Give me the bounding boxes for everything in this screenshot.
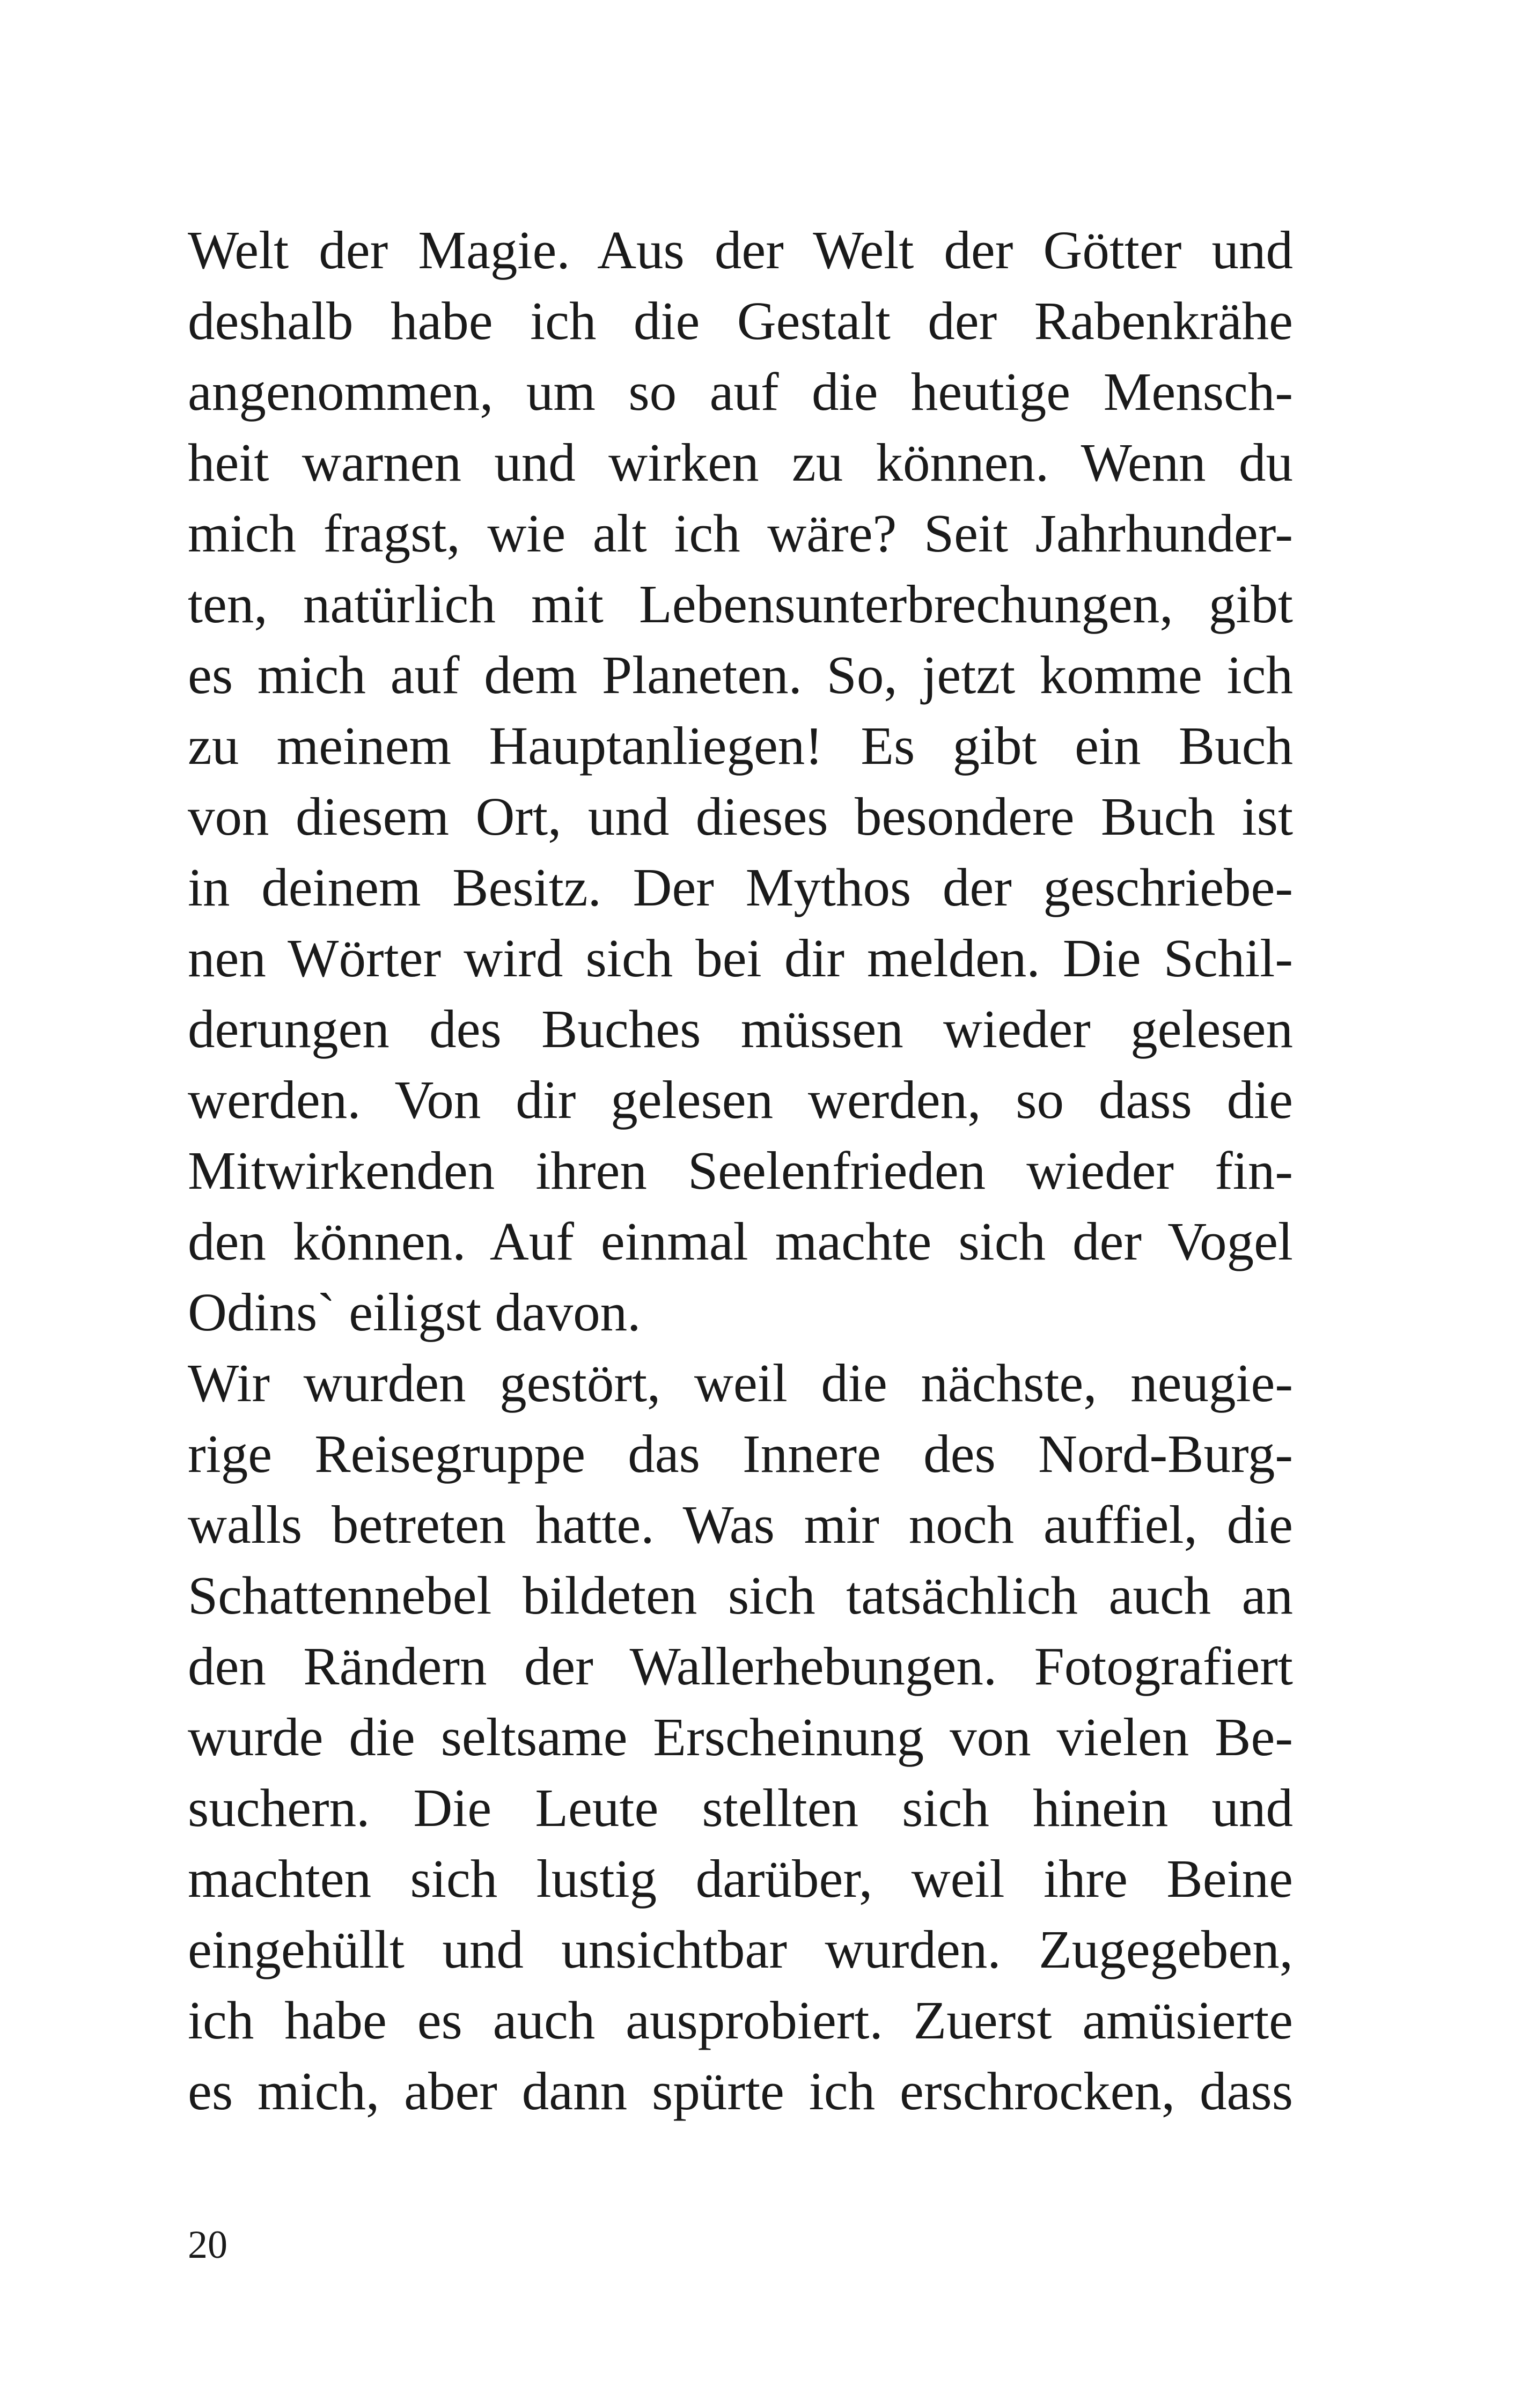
text-line: ich habe es auch ausprobiert. Zuerst amüsierte bbox=[188, 1990, 1293, 2050]
text-line: es mich, aber dann spürte ich erschrocken, dass bbox=[188, 2061, 1293, 2121]
text-line: angenommen, um so auf die heutige Mensch- bbox=[188, 362, 1293, 422]
text-line: nen Wörter wird sich bei dir melden. Die Schil- bbox=[188, 928, 1293, 988]
text-line: suchern. Die Leute stellten sich hinein und bbox=[188, 1778, 1293, 1838]
text-line: werden. Von dir gelesen werden, so dass die bbox=[188, 1070, 1293, 1130]
text-line: heit warnen und wirken zu können. Wenn du bbox=[188, 432, 1293, 492]
page-number: 20 bbox=[188, 2223, 227, 2267]
text-line: rige Reisegruppe das Innere des Nord-Burg- bbox=[188, 1424, 1293, 1484]
text-line: deshalb habe ich die Gestalt der Rabenkrähe bbox=[188, 291, 1293, 351]
text-line: ten, natürlich mit Lebensunterbrechungen, gibt bbox=[188, 574, 1293, 634]
text-line: den können. Auf einmal machte sich der Vogel bbox=[188, 1211, 1293, 1271]
text-line: den Rändern der Wallerhebungen. Fotografiert bbox=[188, 1636, 1293, 1696]
text-line: Schattennebel bildeten sich tatsächlich auch an bbox=[188, 1565, 1293, 1625]
text-line: in deinem Besitz. Der Mythos der geschriebe- bbox=[188, 857, 1293, 917]
text-line: Welt der Magie. Aus der Welt der Götter und bbox=[188, 220, 1293, 280]
text-line: wurde die seltsame Erscheinung von vielen Be- bbox=[188, 1707, 1293, 1767]
text-line: derungen des Buches müssen wieder gelesen bbox=[188, 999, 1293, 1059]
text-line: mich fragst, wie alt ich wäre? Seit Jahrhunder- bbox=[188, 503, 1293, 563]
text-line: eingehüllt und unsichtbar wurden. Zugegeben, bbox=[188, 1919, 1293, 1979]
text-line: von diesem Ort, und dieses besondere Buch ist bbox=[188, 786, 1293, 846]
text-line: Wir wurden gestört, weil die nächste, neugie- bbox=[188, 1353, 1293, 1413]
body-text bbox=[188, 215, 1293, 2126]
text-line: es mich auf dem Planeten. So, jetzt komme ich bbox=[188, 645, 1293, 705]
text-line: walls betreten hatte. Was mir noch auffiel, die bbox=[188, 1494, 1293, 1555]
text-line: machten sich lustig darüber, weil ihre Beine bbox=[188, 1849, 1293, 1909]
text-line: zu meinem Hauptanliegen! Es gibt ein Buch bbox=[188, 716, 1293, 776]
paragraph-end-line: Odins` eiligst davon. bbox=[188, 1282, 641, 1342]
text-line: Mitwirkenden ihren Seelenfrieden wieder fin- bbox=[188, 1140, 1293, 1201]
